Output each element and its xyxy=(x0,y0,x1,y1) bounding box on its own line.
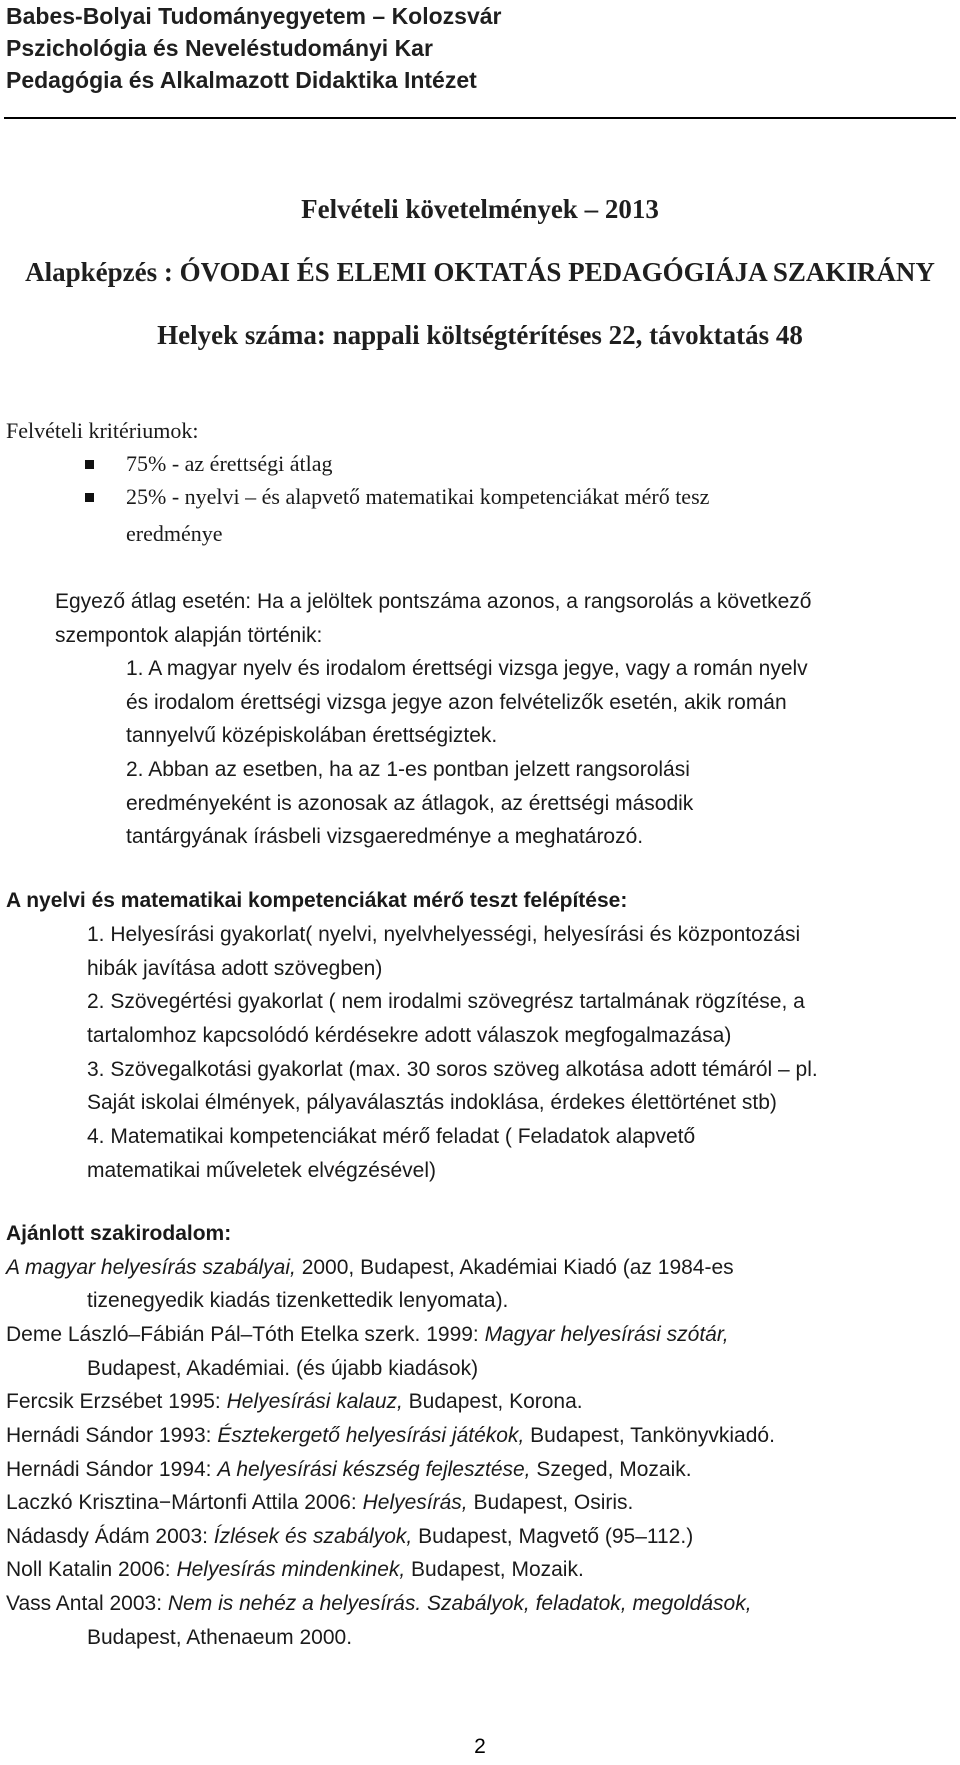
ref-continuation: tizenegyedik kiadás tizenkettedik lenyomata). xyxy=(87,1289,509,1312)
ref-author: Hernádi Sándor 1994: xyxy=(6,1458,218,1481)
ref-title: Észtekergető helyesírási játékok, xyxy=(217,1424,525,1447)
test-heading: A nyelvi és matematikai kompetenciákat mérő teszt felépítése: xyxy=(6,889,628,912)
ref-entry xyxy=(6,1587,752,1621)
tie-line: szempontok alapján történik: xyxy=(55,624,323,647)
ref-text: Budapest, Korona. xyxy=(402,1390,583,1413)
tie-line: Egyező átlag esetén: Ha a jelöltek pontszáma azonos, a rangsorolás a következő xyxy=(55,590,812,613)
ref-title: Helyesírás, xyxy=(362,1491,468,1514)
ref-author: Hernádi Sándor 1993: xyxy=(6,1424,218,1447)
title-program: Alapképzés : ÓVODAI ÉS ELEMI OKTATÁS PEDAGÓGIÁJA SZAKIRÁNY xyxy=(25,257,935,287)
tie-point: 1. A magyar nyelv és irodalom érettségi vizsga jegye, vagy a román nyelv xyxy=(126,657,808,680)
tie-point: tannyelvű középiskolában érettségiztek. xyxy=(126,724,498,747)
test-line: 2. Szövegértési gyakorlat ( nem irodalmi szövegrész tartalmának rögzítése, a xyxy=(87,990,805,1013)
test-line: tartalomhoz kapcsolódó kérdésekre adott válaszok megfogalmazása) xyxy=(87,1024,732,1047)
ref-continuation: Budapest, Akadémiai. (és újabb kiadások) xyxy=(87,1357,479,1380)
criteria-heading: Felvételi kritériumok: xyxy=(6,418,199,443)
ref-title: A helyesírási készség fejlesztése, xyxy=(217,1458,531,1481)
ref-entry xyxy=(6,1318,729,1352)
criteria-item: 75% - az érettségi átlag xyxy=(126,451,333,476)
test-line: Saját iskolai élmények, pályaválasztás indoklása, érdekes élettörténet stb) xyxy=(87,1091,777,1114)
ref-title: A magyar helyesírás szabályai, xyxy=(6,1256,296,1279)
test-line: hibák javítása adott szövegben) xyxy=(87,957,383,980)
ref-author: Noll Katalin 2006: xyxy=(6,1558,177,1581)
tie-point: tantárgyának írásbeli vizsgaeredménye a meghatározó. xyxy=(126,825,644,848)
ref-text: 2000, Budapest, Akadémiai Kiadó (az 1984-es xyxy=(295,1256,734,1279)
ref-entry xyxy=(6,1520,693,1554)
ref-title: Helyesírási kalauz, xyxy=(226,1390,403,1413)
header-institute: Pedagógia és Alkalmazott Didaktika Intézet xyxy=(6,67,477,93)
ref-author: Fercsik Erzsébet 1995: xyxy=(6,1390,227,1413)
bullet-icon xyxy=(85,493,94,502)
ref-author: Deme László–Fábián Pál–Tóth Etelka szerk. 1999: xyxy=(6,1323,485,1346)
tie-point: eredményeként is azonosak az átlagok, az érettségi második xyxy=(126,792,694,815)
bullet-icon xyxy=(85,460,94,469)
ref-entry xyxy=(6,1385,583,1419)
ref-author: Laczkó Krisztina−Mártonfi Attila 2006: xyxy=(6,1491,363,1514)
header-faculty: Pszichológia és Neveléstudományi Kar xyxy=(6,35,433,61)
test-line: 4. Matematikai kompetenciákat mérő feladat ( Feladatok alapvető xyxy=(87,1125,696,1148)
title-requirements: Felvételi követelmények – 2013 xyxy=(301,194,659,224)
test-line: 3. Szövegalkotási gyakorlat (max. 30 soros szöveg alkotása adott témáról – pl. xyxy=(87,1058,818,1081)
tie-point: 2. Abban az esetben, ha az 1-es pontban jelzett rangsorolási xyxy=(126,758,690,781)
title-places: Helyek száma: nappali költségtérítéses 22, távoktatás 48 xyxy=(157,320,803,350)
ref-title: Nem is nehéz a helyesírás. Szabályok, feladatok, megoldások, xyxy=(167,1592,752,1615)
header-rule xyxy=(4,117,956,119)
criteria-item: 25% - nyelvi – és alapvető matematikai kompetenciákat mérő tesz xyxy=(126,484,710,509)
ref-entry xyxy=(6,1251,734,1285)
ref-title: Helyesírás mindenkinek, xyxy=(176,1558,406,1581)
ref-author: Vass Antal 2003: xyxy=(6,1592,168,1615)
criteria-item-continuation: eredménye xyxy=(126,521,223,546)
ref-text: Budapest, Magvető (95–112.) xyxy=(412,1525,694,1548)
ref-title: Magyar helyesírási szótár, xyxy=(484,1323,729,1346)
ref-text: Budapest, Tankönyvkiadó. xyxy=(524,1424,775,1447)
ref-text: Budapest, Mozaik. xyxy=(405,1558,584,1581)
ref-entry xyxy=(6,1453,692,1487)
ref-entry xyxy=(6,1419,775,1453)
refs-heading: Ajánlott szakirodalom: xyxy=(6,1222,232,1245)
header-university: Babes-Bolyai Tudományegyetem – Kolozsvár xyxy=(6,3,502,29)
ref-text: Budapest, Osiris. xyxy=(467,1491,634,1514)
tie-point: és irodalom érettségi vizsga jegye azon felvételizők esetén, akik román xyxy=(126,691,787,714)
ref-author: Nádasdy Ádám 2003: xyxy=(6,1525,214,1548)
ref-title: Ízlések és szabályok, xyxy=(213,1525,413,1548)
test-line: 1. Helyesírási gyakorlat( nyelvi, nyelvhelyességi, helyesírási és központozási xyxy=(87,923,801,946)
ref-entry xyxy=(6,1553,584,1587)
page-number: 2 xyxy=(474,1735,486,1758)
ref-entry xyxy=(6,1486,633,1520)
ref-text: Szeged, Mozaik. xyxy=(530,1458,692,1481)
ref-continuation: Budapest, Athenaeum 2000. xyxy=(87,1626,353,1649)
test-line: matematikai műveletek elvégzésével) xyxy=(87,1159,436,1182)
